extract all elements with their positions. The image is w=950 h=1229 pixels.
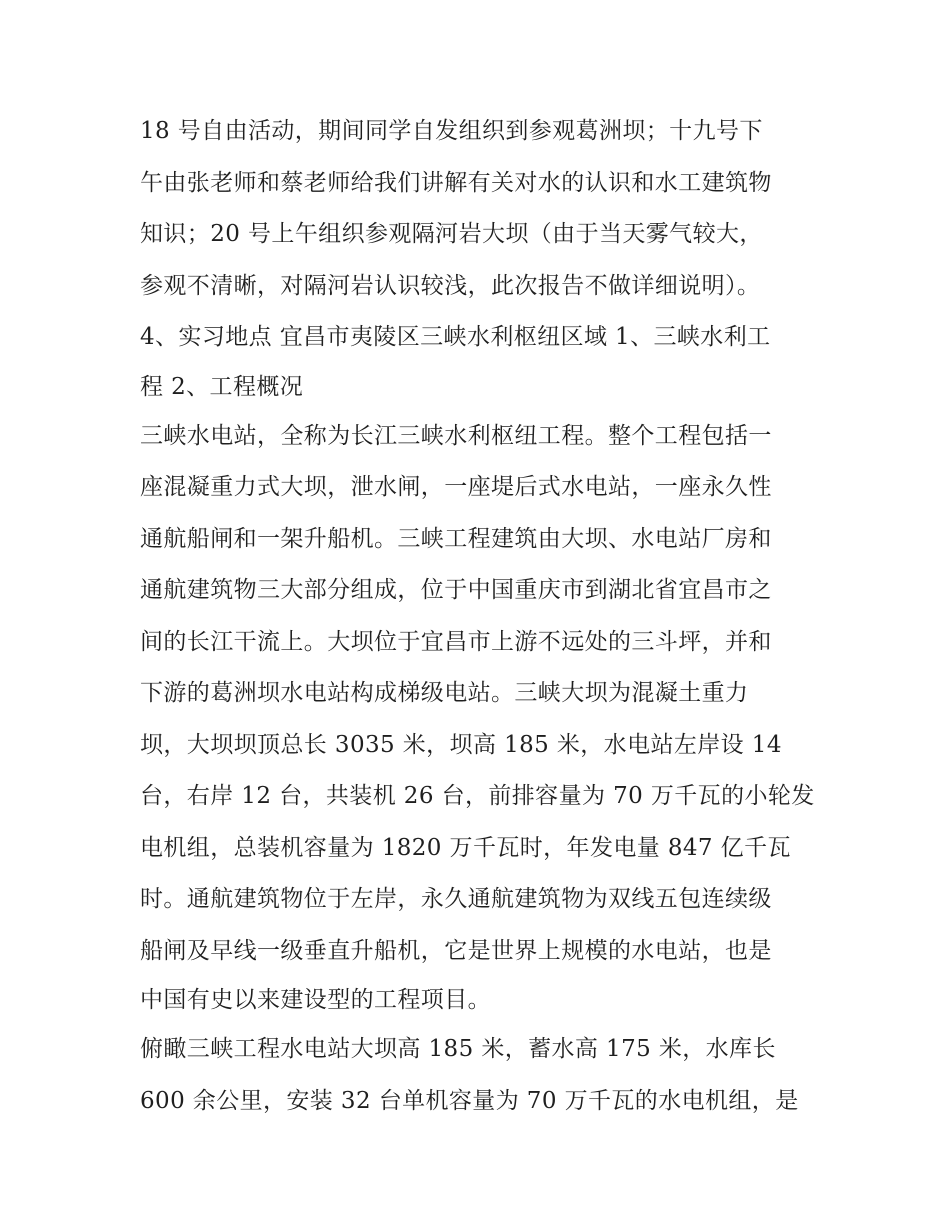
text-line: 18 号自由活动，期间同学自发组织到参观葛洲坝；十九号下 xyxy=(140,118,763,144)
text-line: 知识；20 号上午组织参观隔河岩大坝（由于当天雾气较大， xyxy=(140,221,763,247)
text-line: 午由张老师和蔡老师给我们讲解有关对水的认识和水工建筑物 xyxy=(140,169,772,196)
text-line: 中国有史以来建设型的工程项目。 xyxy=(140,987,491,1013)
text-line: 电机组，总装机容量为 1820 万千瓦时，年发电量 847 亿千瓦 xyxy=(140,834,791,861)
text-line: 间的长江干流上。大坝位于宜昌市上游不远处的三斗坪，并和 xyxy=(140,628,772,655)
text-line: 4、实习地点 宜昌市夷陵区三峡水利枢纽区域 1、三峡水利工 xyxy=(140,324,771,350)
text-line: 三峡水电站，全称为长江三峡水利枢纽工程。整个工程包括一 xyxy=(140,422,772,449)
text-line: 下游的葛洲坝水电站构成梯级电站。三峡大坝为混凝土重力 xyxy=(140,680,749,706)
text-line: 台，右岸 12 台，共装机 26 台，前排容量为 70 万千瓦的小轮发 xyxy=(140,783,815,809)
text-line: 通航建筑物三大部分组成，位于中国重庆市到湖北省宜昌市之 xyxy=(140,577,772,603)
text-line: 俯瞰三峡工程水电站大坝高 185 米，蓄水高 175 米，水库长 xyxy=(140,1036,776,1062)
text-line: 600 余公里，安装 32 台单机容量为 70 万千瓦的水电机组，是 xyxy=(140,1087,799,1114)
text-line: 参观不清晰，对隔河岩认识较浅，此次报告不做详细说明）。 xyxy=(140,272,761,299)
text-line: 时。通航建筑物位于左岸，永久通航建筑物为双线五包连续级 xyxy=(140,886,772,912)
document-body xyxy=(140,106,830,1127)
text-line: 坝，大坝坝顶总长 3035 米，坝高 185 米，水电站左岸设 14 xyxy=(140,731,782,758)
text-line: 程 2、工程概况 xyxy=(140,373,304,400)
text-line: 通航船闸和一架升船机。三峡工程建筑由大坝、水电站厂房和 xyxy=(140,525,772,552)
text-line: 座混凝重力式大坝，泄水闸，一座堤后式水电站，一座永久性 xyxy=(140,474,772,500)
text-line: 船闸及早线一级垂直升船机，它是世界上规模的水电站，也是 xyxy=(140,937,772,964)
